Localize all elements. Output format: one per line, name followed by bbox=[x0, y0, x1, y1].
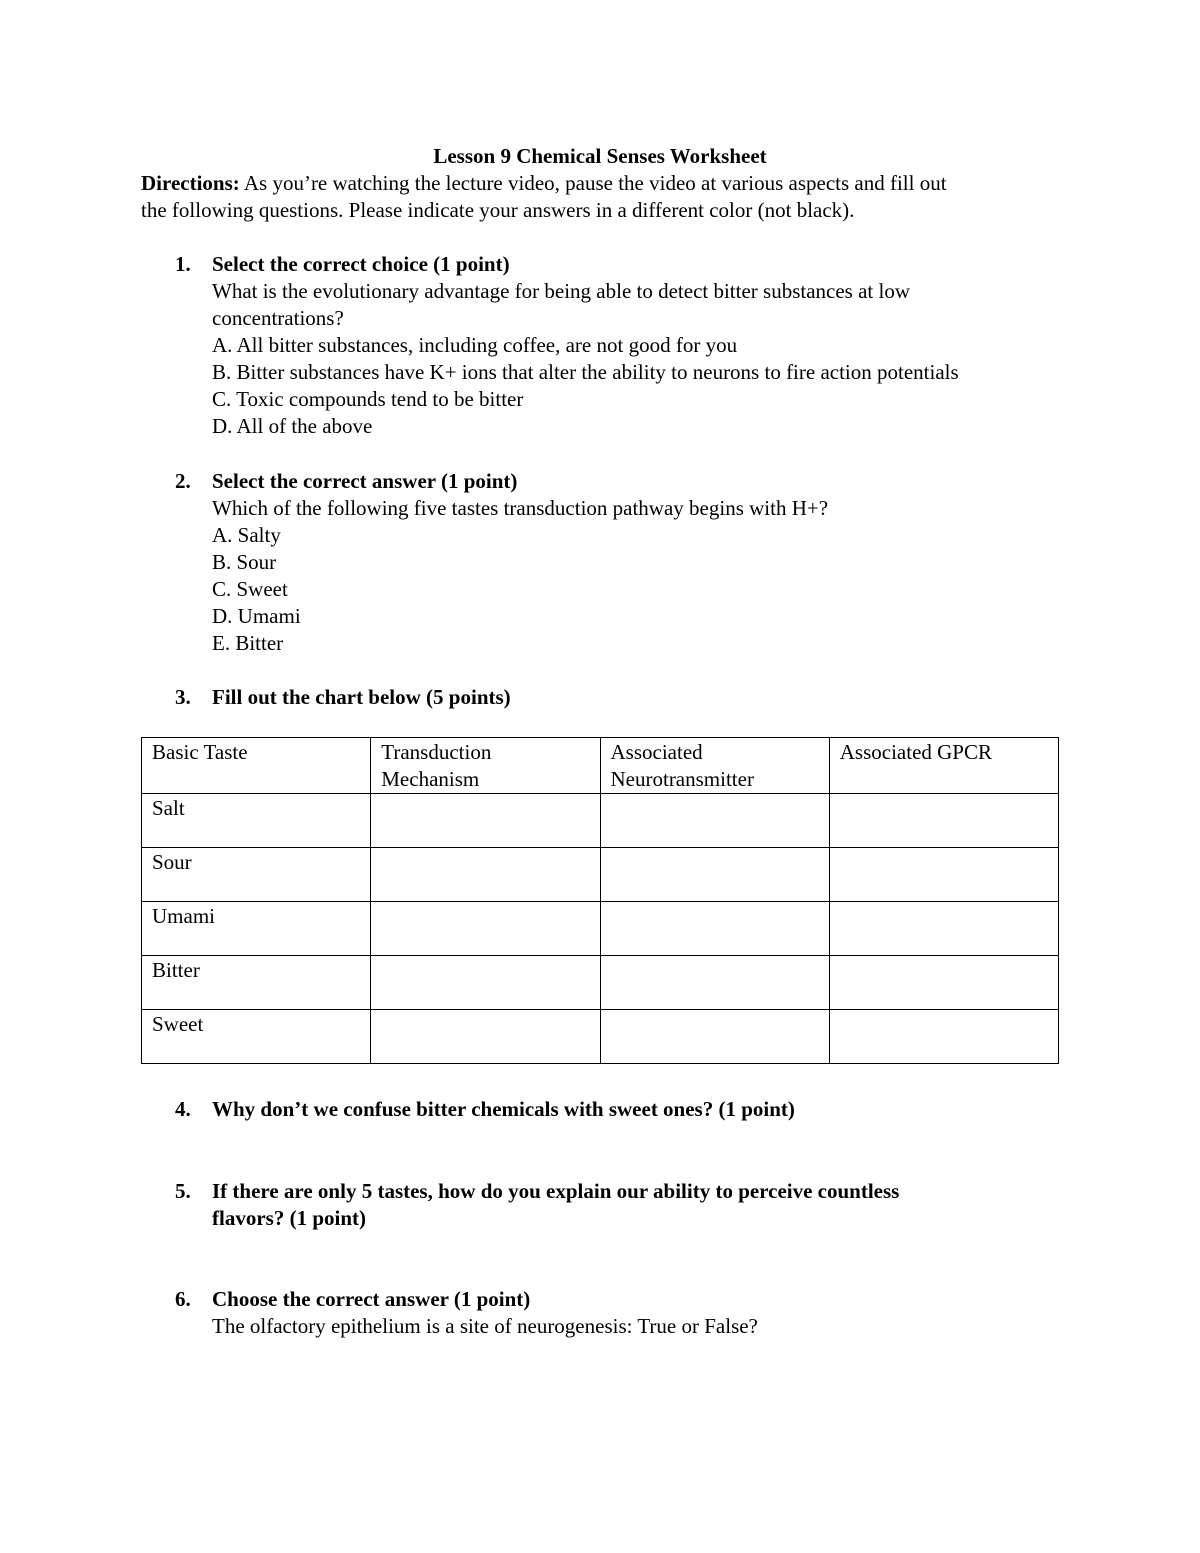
answer-cell[interactable] bbox=[600, 956, 829, 1010]
question-number: 1. bbox=[175, 252, 191, 276]
row-label: Bitter bbox=[142, 956, 371, 1010]
question-heading: Select the correct choice (1 point) bbox=[212, 252, 510, 276]
header-text: Associated GPCR bbox=[839, 740, 992, 764]
answer-cell[interactable] bbox=[371, 848, 600, 902]
row-label: Sweet bbox=[142, 1010, 371, 1064]
question-heading: Select the correct answer (1 point) bbox=[212, 469, 518, 493]
question-prompt-line1: Which of the following five tastes transduction pathway begins with H+? bbox=[212, 496, 829, 520]
answer-cell[interactable] bbox=[371, 902, 600, 956]
question-number: 4. bbox=[175, 1097, 191, 1121]
row-label: Sour bbox=[142, 848, 371, 902]
question-6 bbox=[141, 1286, 1061, 1340]
question-heading-line1: If there are only 5 tastes, how do you explain our ability to perceive countless bbox=[212, 1179, 900, 1203]
question-number: 5. bbox=[175, 1179, 191, 1203]
directions-text-line1: As you’re watching the lecture video, pause the video at various aspects and fill out bbox=[239, 171, 947, 195]
answer-option-a: A. Salty bbox=[212, 523, 281, 547]
answer-cell[interactable] bbox=[600, 1010, 829, 1064]
answer-cell[interactable] bbox=[829, 794, 1058, 848]
question-number: 3. bbox=[175, 685, 191, 709]
header-text-line1: Transduction bbox=[381, 740, 492, 764]
question-3 bbox=[141, 684, 1061, 711]
answer-cell[interactable] bbox=[371, 956, 600, 1010]
answer-cell[interactable] bbox=[829, 1010, 1058, 1064]
directions-label: Directions: bbox=[141, 171, 240, 195]
question-heading-line2: flavors? (1 point) bbox=[212, 1206, 366, 1230]
question-number: 2. bbox=[175, 469, 191, 493]
answer-cell[interactable] bbox=[829, 902, 1058, 956]
answer-option-a: A. All bitter substances, including coffee, are not good for you bbox=[212, 333, 738, 357]
question-prompt-line2: concentrations? bbox=[212, 306, 344, 330]
answer-cell[interactable] bbox=[600, 902, 829, 956]
header-text-line1: Associated bbox=[610, 740, 703, 764]
answer-option-e: E. Bitter bbox=[212, 631, 284, 655]
answer-cell[interactable] bbox=[600, 794, 829, 848]
table-row bbox=[142, 902, 1059, 956]
answer-option-b: B. Sour bbox=[212, 550, 277, 574]
question-number: 6. bbox=[175, 1287, 191, 1311]
answer-option-b: B. Bitter substances have K+ ions that alter the ability to neurons to fire action potentials bbox=[212, 360, 959, 384]
chart-header-row bbox=[142, 738, 1059, 794]
answer-cell[interactable] bbox=[829, 848, 1058, 902]
directions bbox=[141, 170, 1061, 224]
header-basic-taste bbox=[142, 738, 371, 794]
question-4 bbox=[141, 1096, 1061, 1123]
header-transduction-mechanism bbox=[371, 738, 600, 794]
answer-cell[interactable] bbox=[600, 848, 829, 902]
answer-option-c: C. Toxic compounds tend to be bitter bbox=[212, 387, 524, 411]
page-title: Lesson 9 Chemical Senses Worksheet bbox=[433, 144, 767, 168]
answer-option-c: C. Sweet bbox=[212, 577, 288, 601]
header-text-line2: Mechanism bbox=[381, 767, 480, 791]
answer-cell[interactable] bbox=[371, 794, 600, 848]
row-label: Salt bbox=[142, 794, 371, 848]
question-prompt-line1: The olfactory epithelium is a site of neurogenesis: True or False? bbox=[212, 1314, 758, 1338]
answer-option-d: D. All of the above bbox=[212, 414, 373, 438]
taste-chart bbox=[141, 737, 1059, 1064]
table-row bbox=[142, 1010, 1059, 1064]
header-text-line2: Neurotransmitter bbox=[610, 767, 754, 791]
question-heading: Fill out the chart below (5 points) bbox=[212, 685, 511, 709]
question-heading: Why don’t we confuse bitter chemicals with sweet ones? (1 point) bbox=[212, 1097, 795, 1121]
question-heading: Choose the correct answer (1 point) bbox=[212, 1287, 531, 1311]
directions-text-line2: the following questions. Please indicate your answers in a different color (not black). bbox=[141, 198, 855, 222]
header-associated-gpcr bbox=[829, 738, 1058, 794]
question-prompt-line1: What is the evolutionary advantage for being able to detect bitter substances at low bbox=[212, 279, 911, 303]
question-5 bbox=[141, 1178, 1061, 1232]
header-associated-neurotransmitter bbox=[600, 738, 829, 794]
header-text: Basic Taste bbox=[152, 740, 248, 764]
table-row bbox=[142, 956, 1059, 1010]
answer-cell[interactable] bbox=[829, 956, 1058, 1010]
row-label: Umami bbox=[142, 902, 371, 956]
question-1 bbox=[141, 251, 1061, 440]
answer-cell[interactable] bbox=[371, 1010, 600, 1064]
answer-option-d: D. Umami bbox=[212, 604, 301, 628]
question-2 bbox=[141, 468, 1061, 657]
table-row bbox=[142, 848, 1059, 902]
table-row bbox=[142, 794, 1059, 848]
